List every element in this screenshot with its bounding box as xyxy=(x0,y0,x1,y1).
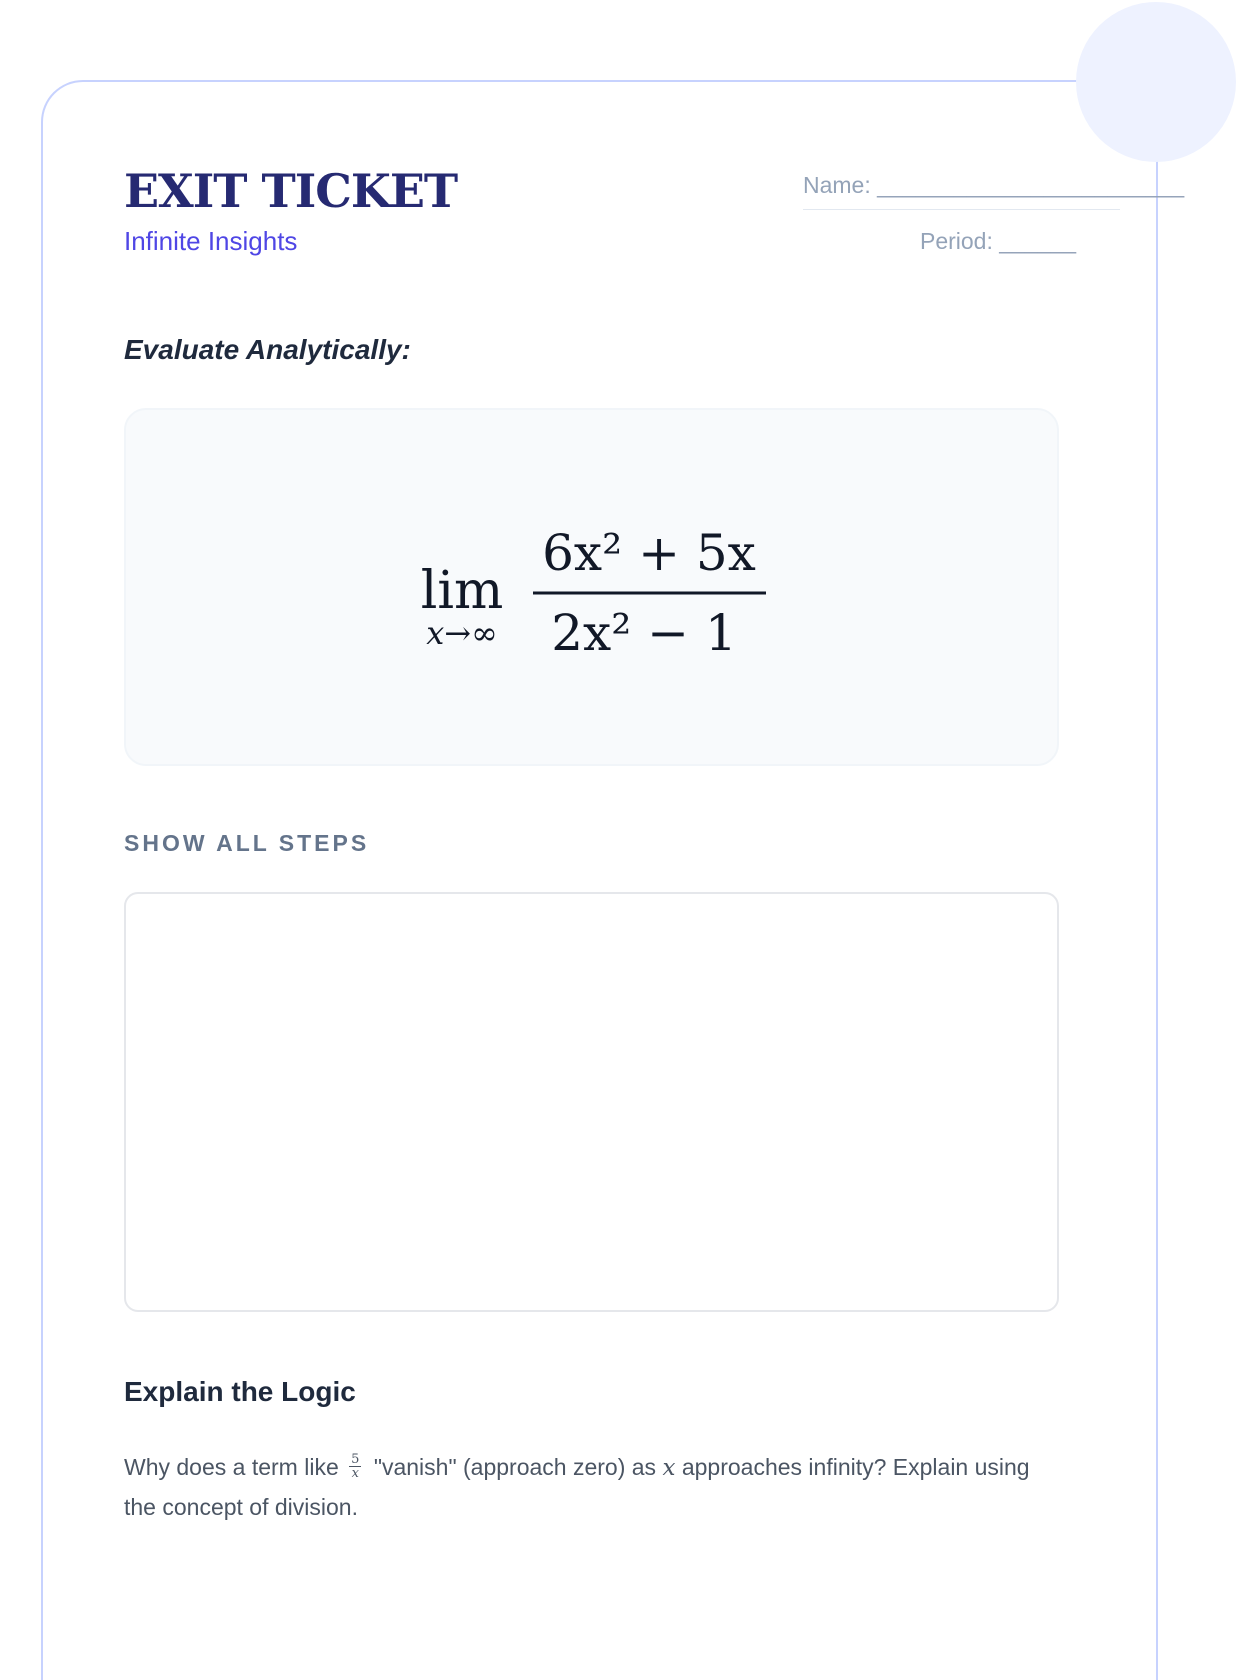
fraction-numerator: 6x² + 5x xyxy=(542,524,756,582)
problem-heading: Evaluate Analytically: xyxy=(124,334,411,365)
fraction-num: 5 xyxy=(351,1452,360,1468)
period-blank: ______ xyxy=(999,228,1076,254)
five-over-x-fraction xyxy=(349,1453,361,1480)
steps-answer-area[interactable] xyxy=(124,892,1059,1312)
fraction-denominator: 2x² − 1 xyxy=(551,604,737,662)
period-label: Period: xyxy=(919,228,993,254)
logic-question xyxy=(124,1448,1059,1527)
logic-text-before: Why does a term like xyxy=(124,1454,339,1480)
name-blank: ________________________ xyxy=(877,172,1185,198)
limit-subscript: x→∞ xyxy=(426,614,498,652)
logic-heading: Explain the Logic xyxy=(124,1376,356,1407)
limit-equation xyxy=(126,410,1057,764)
page-title: EXIT TICKET xyxy=(124,164,458,218)
period-field[interactable] xyxy=(920,230,1076,253)
exit-ticket-card xyxy=(41,80,1185,1680)
fraction-den: x xyxy=(351,1466,359,1482)
logic-variable: x xyxy=(662,1455,676,1481)
logic-text-after: approaches infinity? Explain using the concept of division. xyxy=(124,1454,1030,1520)
steps-label: SHOW ALL STEPS xyxy=(124,830,370,856)
logic-text-middle: "vanish" (approach zero) as xyxy=(373,1454,657,1480)
corner-decoration xyxy=(1076,2,1236,162)
name-field[interactable] xyxy=(803,172,1185,210)
name-label: Name: xyxy=(803,172,871,198)
equation-box xyxy=(124,408,1059,766)
page-subtitle: Infinite Insights xyxy=(124,226,298,256)
limit-operator: lim xyxy=(420,561,504,621)
